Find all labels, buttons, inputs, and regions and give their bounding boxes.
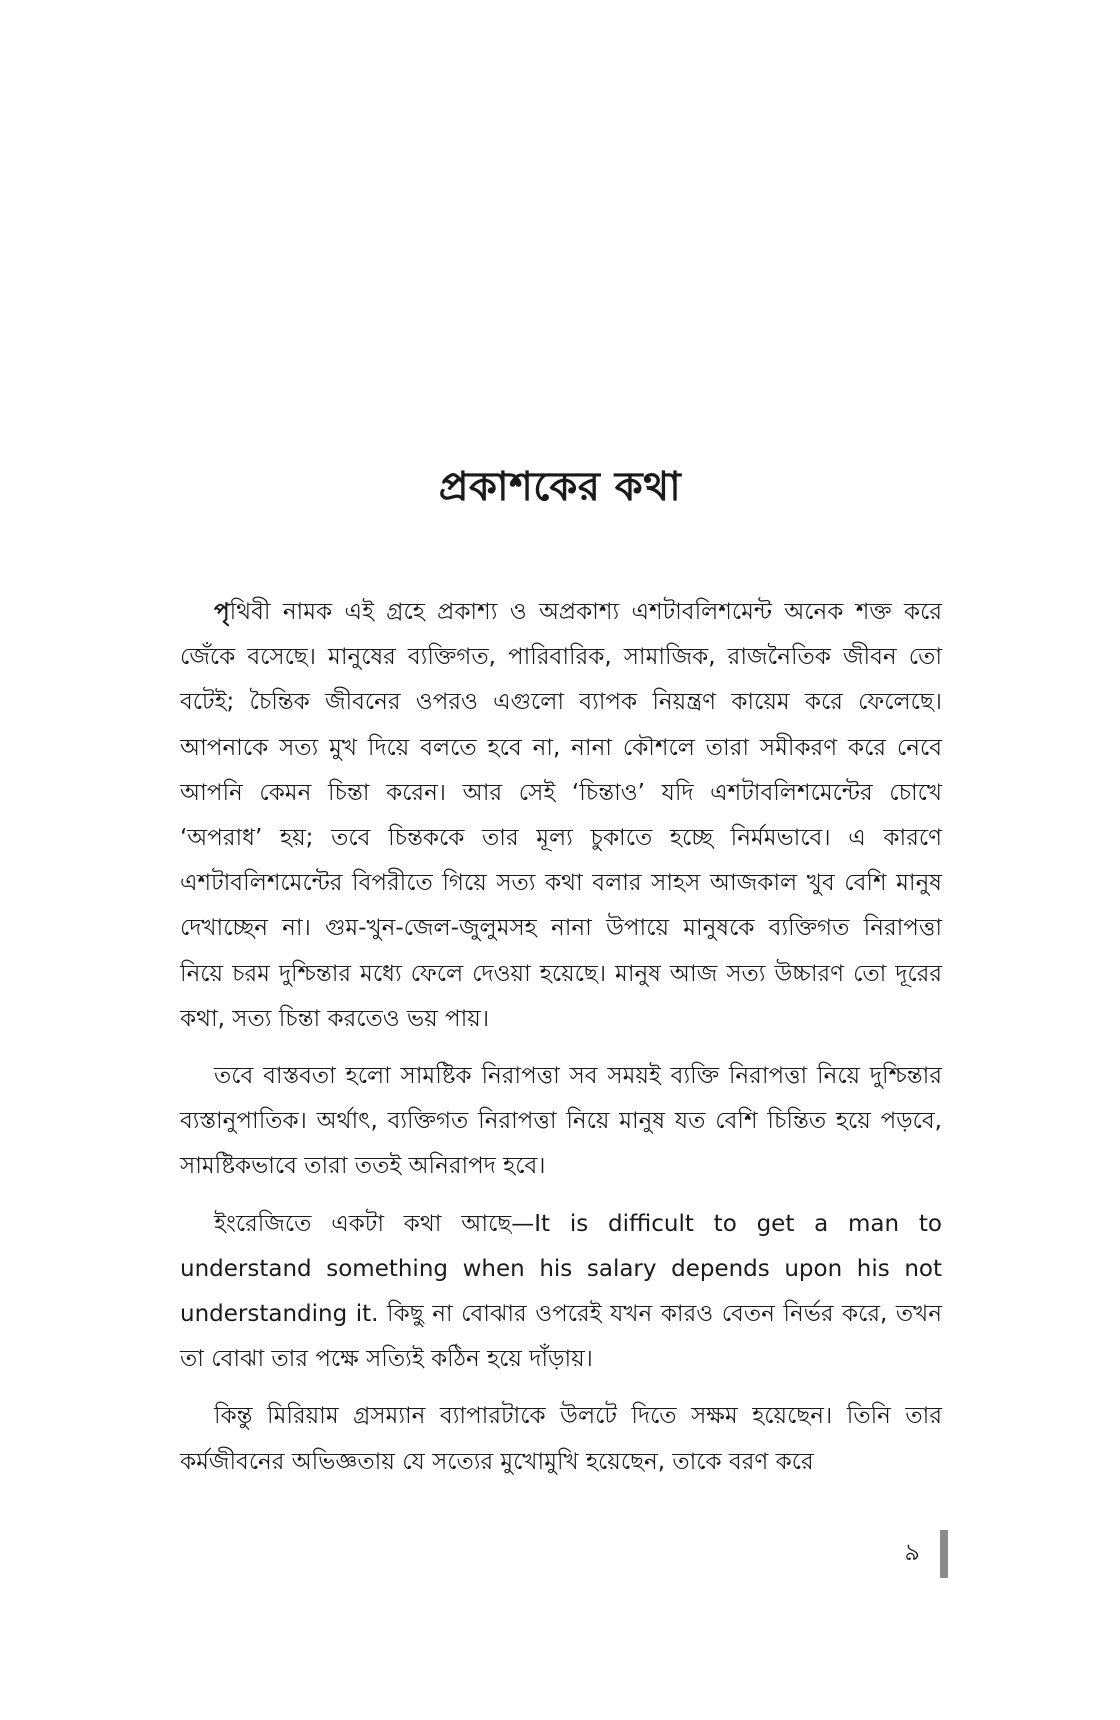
paragraph-1 <box>180 590 942 1042</box>
paragraph-3: ইংরেজিতে একটা কথা আছে—It is difficult to get a man to understand something when his salary depends upon his not understanding it. কিছু না বোঝার ওপরেই যখন কারও বেতন নির্ভর করে, তখন তা বোঝা তার পক্ষে সত্যিই কঠিন হয়ে দাঁড়ায়। <box>180 1210 942 1373</box>
paragraph-text: থিবী নামক এই গ্রহে প্রকাশ্য ও অপ্রকাশ্য এশটাবলিশমেন্ট অনেক শক্ত করে জেঁকে বসেছে। মানুষের ব্যক্তিগত, পারিবারিক, সামাজিক, রাজনৈতিক জীবন তো বটেই; চৈন্তিক জীবনের ওপরও এগুলো ব্যাপক নিয়ন্ত্রণ কায়েম করে ফেলেছে। আপনাকে সত্য মুখ দিয়ে বলতে হবে না, নানা কৌশলে তারা সমীকরণ করে নেবে আপনি কেমন চিন্তা করেন। আর সেই ‘চিন্তাও’ যদি এশটাবলিশমেন্টের চোখে ‘অপরাধ’ হয়; তবে চিন্তককে তার মূল্য চুকাতে হচ্ছে নির্মমভাবে। এ কারণে এশটাবলিশমেন্টের বিপরীতে গিয়ে সত্য কথা বলার সাহস আজকাল খুব বেশি মানুষ দেখাচ্ছেন না। গুম-খুন-জেল-জুলুমসহ নানা উপায়ে মানুষকে ব্যক্তিগত নিরাপত্তা নিয়ে চরম দুশ্চিন্তার মধ্যে ফেলে দেওয়া হয়েছে। মানুষ আজ সত্য উচ্চারণ তো দূরের কথা, সত্য চিন্তা করতেও ভয় পায়। <box>180 599 942 1032</box>
paragraph-4: কিন্তু মিরিয়াম গ্রসম্যান ব্যাপারটাকে উলটে দিতে সক্ষম হয়েছেন। তিনি তার কর্মজীবনের অভিজ্ঞতায় যে সত্যের মুখোমুখি হয়েছেন, তাকে বরণ করে <box>180 1403 942 1475</box>
body-text <box>180 590 942 1497</box>
page-number: ৯ <box>904 1538 920 1566</box>
chapter-title: প্রকাশকের কথা <box>438 463 682 510</box>
page-edge-bar <box>940 1530 948 1578</box>
paragraph-lead: পৃ <box>214 599 230 625</box>
page-footer <box>0 1530 1120 1590</box>
paragraph-2: তবে বাস্তবতা হলো সামষ্টিক নিরাপত্তা সব সময়ই ব্যক্তি নিরাপত্তা নিয়ে দুশ্চিন্তার ব্যস্তানুপাতিক। অর্থাৎ, ব্যক্তিগত নিরাপত্তা নিয়ে মানুষ যত বেশি চিন্তিত হয়ে পড়বে, সামষ্টিকভাবে তারা ততই অনিরাপদ হবে। <box>180 1063 942 1180</box>
